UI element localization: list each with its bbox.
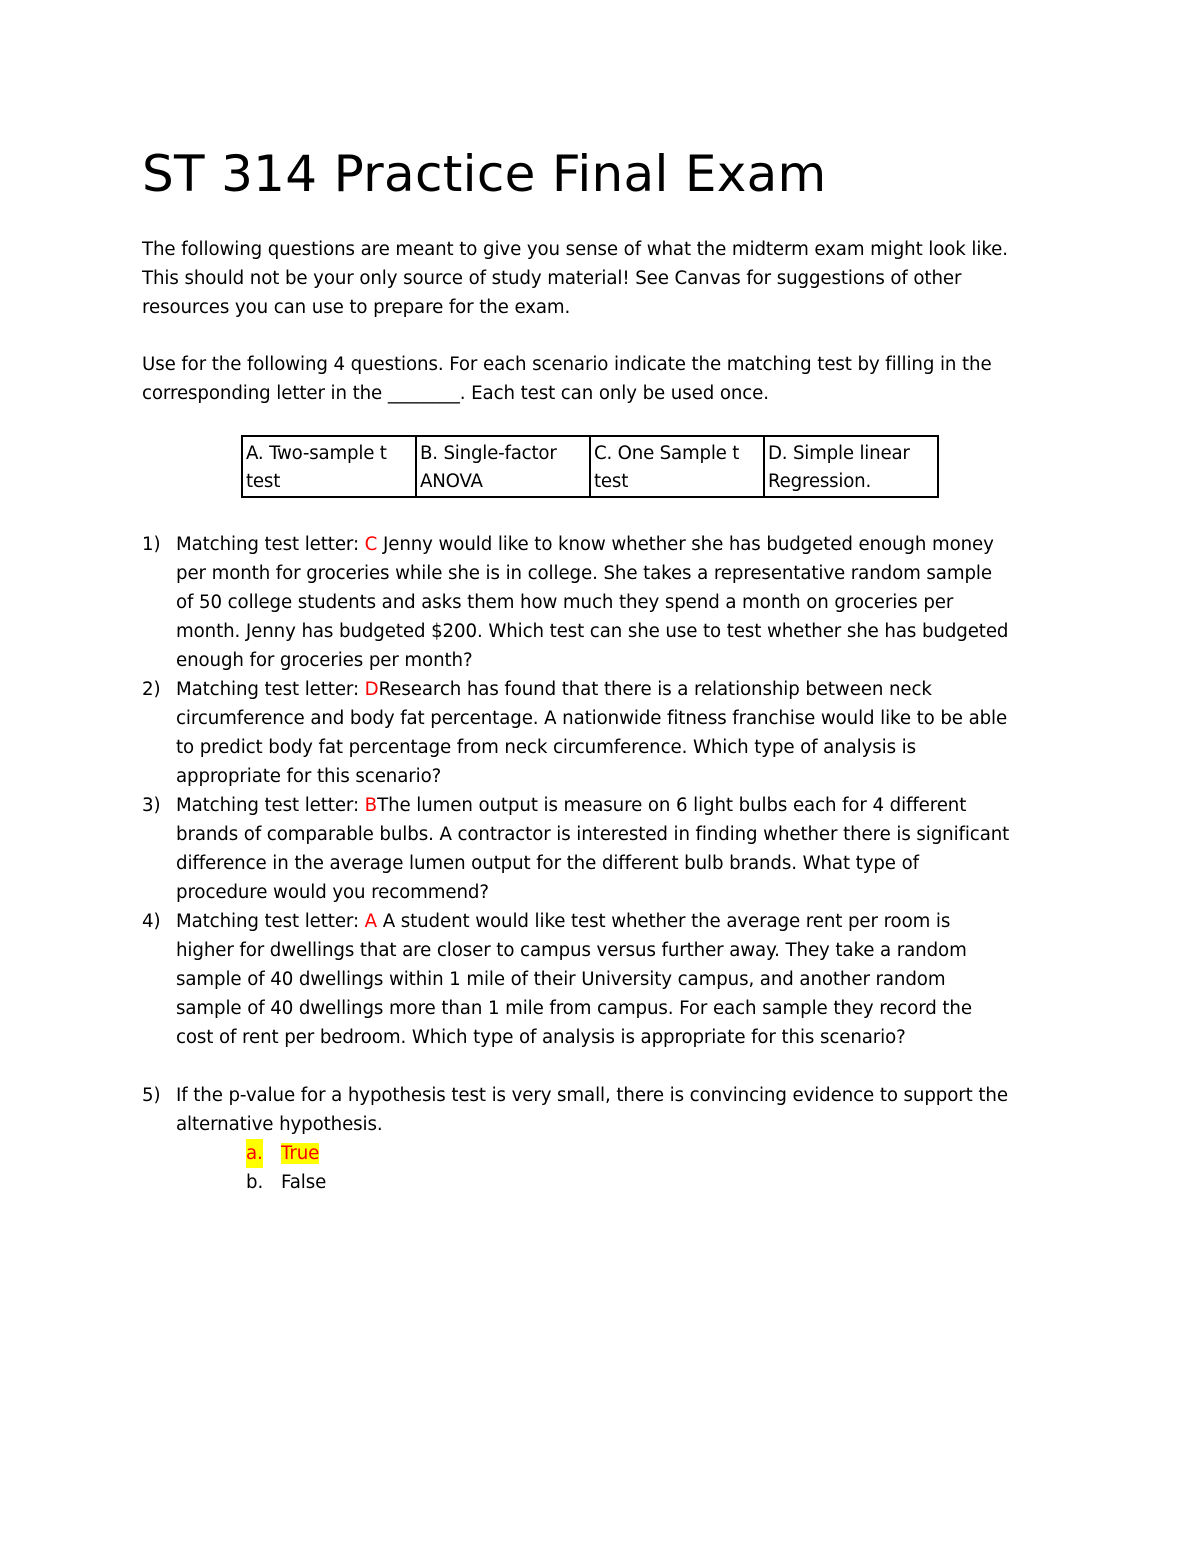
question-line: to predict body fat percentage from neck circumference. Which type of analysis is: [176, 737, 916, 758]
test-option-b: [416, 436, 590, 497]
cell-line: B. Single-factor: [420, 443, 557, 464]
answer-letter: A: [364, 911, 378, 932]
question-2: [142, 675, 1102, 791]
question-line: per month for groceries while she is in college. She takes a representative random sample: [176, 563, 992, 584]
choice-a: [246, 1139, 1102, 1168]
question-number: 3): [142, 795, 161, 816]
question-line: sample of 40 dwellings more than 1 mile from campus. For each sample they record the: [176, 998, 972, 1019]
intro-paragraph: [142, 235, 1072, 322]
choice-b: [246, 1168, 1102, 1197]
choice-letter: a.: [246, 1139, 263, 1168]
question-list: [142, 530, 1102, 1197]
question-number: 1): [142, 534, 161, 555]
question-number: 4): [142, 911, 161, 932]
cell-line: C. One Sample t: [594, 443, 740, 464]
table-row: [242, 436, 938, 497]
question-3: [142, 791, 1102, 907]
matching-prefix: Matching test letter:: [176, 679, 365, 700]
question-number: 5): [142, 1085, 161, 1106]
question-number: 2): [142, 679, 161, 700]
cell-line: ANOVA: [420, 471, 483, 492]
document-title: ST 314 Practice Final Exam: [142, 145, 827, 203]
test-options-table: [241, 435, 939, 498]
question-first-line: [176, 791, 1102, 820]
question-1: [142, 530, 1102, 675]
cell-line: A. Two-sample t: [246, 443, 387, 464]
choice-text: True: [281, 1143, 320, 1164]
question-line: cost of rent per bedroom. Which type of analysis is appropriate for this scenario?: [176, 1027, 906, 1048]
answer-letter: B: [364, 795, 378, 816]
question-first-line: [176, 907, 1102, 936]
question-line: sample of 40 dwellings within 1 mile of their University campus, and another random: [176, 969, 946, 990]
question-line: appropriate for this scenario?: [176, 766, 442, 787]
cell-line: Regression.: [768, 471, 872, 492]
question-line: procedure would you recommend?: [176, 882, 489, 903]
question-line: higher for dwellings that are closer to campus versus further away. They take a random: [176, 940, 967, 961]
matching-prefix: Matching test letter:: [176, 795, 365, 816]
question-text: The lumen output is measure on 6 light bulbs each for 4 different: [377, 795, 967, 816]
answer-letter: C: [364, 534, 378, 555]
matching-prefix: Matching test letter:: [176, 534, 365, 555]
question-first-line: [176, 675, 1102, 704]
question-line: circumference and body fat percentage. A nationwide fitness franchise would like to be able: [176, 708, 1008, 729]
question-4: [142, 907, 1102, 1052]
intro-line: This should not be your only source of study material! See Canvas for suggestions of other: [142, 268, 962, 289]
answer-letter: D: [364, 679, 379, 700]
instructions-paragraph: [142, 350, 1072, 408]
question-text: A student would like test whether the average rent per room is: [377, 911, 951, 932]
test-option-d: [764, 436, 938, 497]
test-option-a: [242, 436, 416, 497]
instructions-line: Use for the following 4 questions. For each scenario indicate the matching test by filling in the: [142, 354, 992, 375]
question-line: alternative hypothesis.: [176, 1114, 383, 1135]
answer-choices: [176, 1139, 1102, 1197]
question-line: If the p-value for a hypothesis test is very small, there is convincing evidence to support the: [176, 1085, 1008, 1106]
question-text: Research has found that there is a relationship between neck: [378, 679, 932, 700]
question-line: brands of comparable bulbs. A contractor is interested in finding whether there is significant: [176, 824, 1010, 845]
question-5: [142, 1081, 1102, 1197]
question-line: difference in the average lumen output for the different bulb brands. What type of: [176, 853, 919, 874]
question-text: Jenny would like to know whether she has budgeted enough money: [377, 534, 994, 555]
cell-line: test: [594, 471, 629, 492]
question-line: month. Jenny has budgeted $200. Which test can she use to test whether she has budgeted: [176, 621, 1009, 642]
question-first-line: [176, 530, 1102, 559]
instructions-line: corresponding letter in the ________. Each test can only be used once.: [142, 383, 769, 404]
test-option-c: [590, 436, 764, 497]
choice-letter: b.: [246, 1172, 264, 1193]
intro-line: The following questions are meant to give you sense of what the midterm exam might look like.: [142, 239, 1008, 260]
intro-line: resources you can use to prepare for the exam.: [142, 297, 571, 318]
choice-text: False: [281, 1172, 327, 1193]
cell-line: D. Simple linear: [768, 443, 910, 464]
question-line: enough for groceries per month?: [176, 650, 473, 671]
cell-line: test: [246, 471, 281, 492]
matching-prefix: Matching test letter:: [176, 911, 365, 932]
question-line: of 50 college students and asks them how much they spend a month on groceries per: [176, 592, 954, 613]
